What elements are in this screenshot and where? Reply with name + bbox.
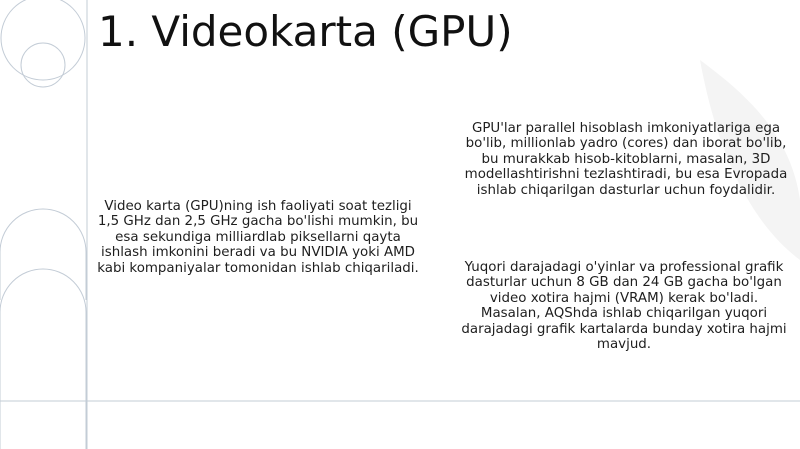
deco-circle-large: [1, 0, 85, 80]
right-paragraph-bottom: Yuqori darajadagi o'yinlar va professional grafik dasturlar uchun 8 GB dan 24 GB gacha bo'lgan video xotira hajmi (VRAM) kerak bo'ladi. Masalan, AQShda ishlab chiqarilgan yuqori darajadagi grafik kartalarda bunday xotira hajmi mavjud.: [461, 260, 787, 353]
slide-title: 1. Videokarta (GPU): [98, 7, 513, 56]
left-paragraph: Video karta (GPU)ning ish faoliyati soat tezligi 1,5 GHz dan 2,5 GHz gacha bo'lishi mumkin, bu esa sekundiga milliardlab piksellarni qayta ishlash imkonini beradi va bu NVIDIA yoki AMD kabi kompaniyalar tomonidan ishlab chiqariladi.: [97, 199, 419, 276]
deco-arch-lower: [0, 269, 86, 449]
right-paragraph-top: GPU'lar parallel hisoblash imkoniyatlariga ega bo'lib, millionlab yadro (cores) dan iborat bo'lib, bu murakkab hisob-kitoblarni, masalan, 3D modellashtirishni tezlashtiradi, bu esa Evropada ishlab chiqarilgan dasturlar uchun foydalidir.: [464, 121, 788, 198]
deco-arch-upper: [0, 209, 86, 300]
